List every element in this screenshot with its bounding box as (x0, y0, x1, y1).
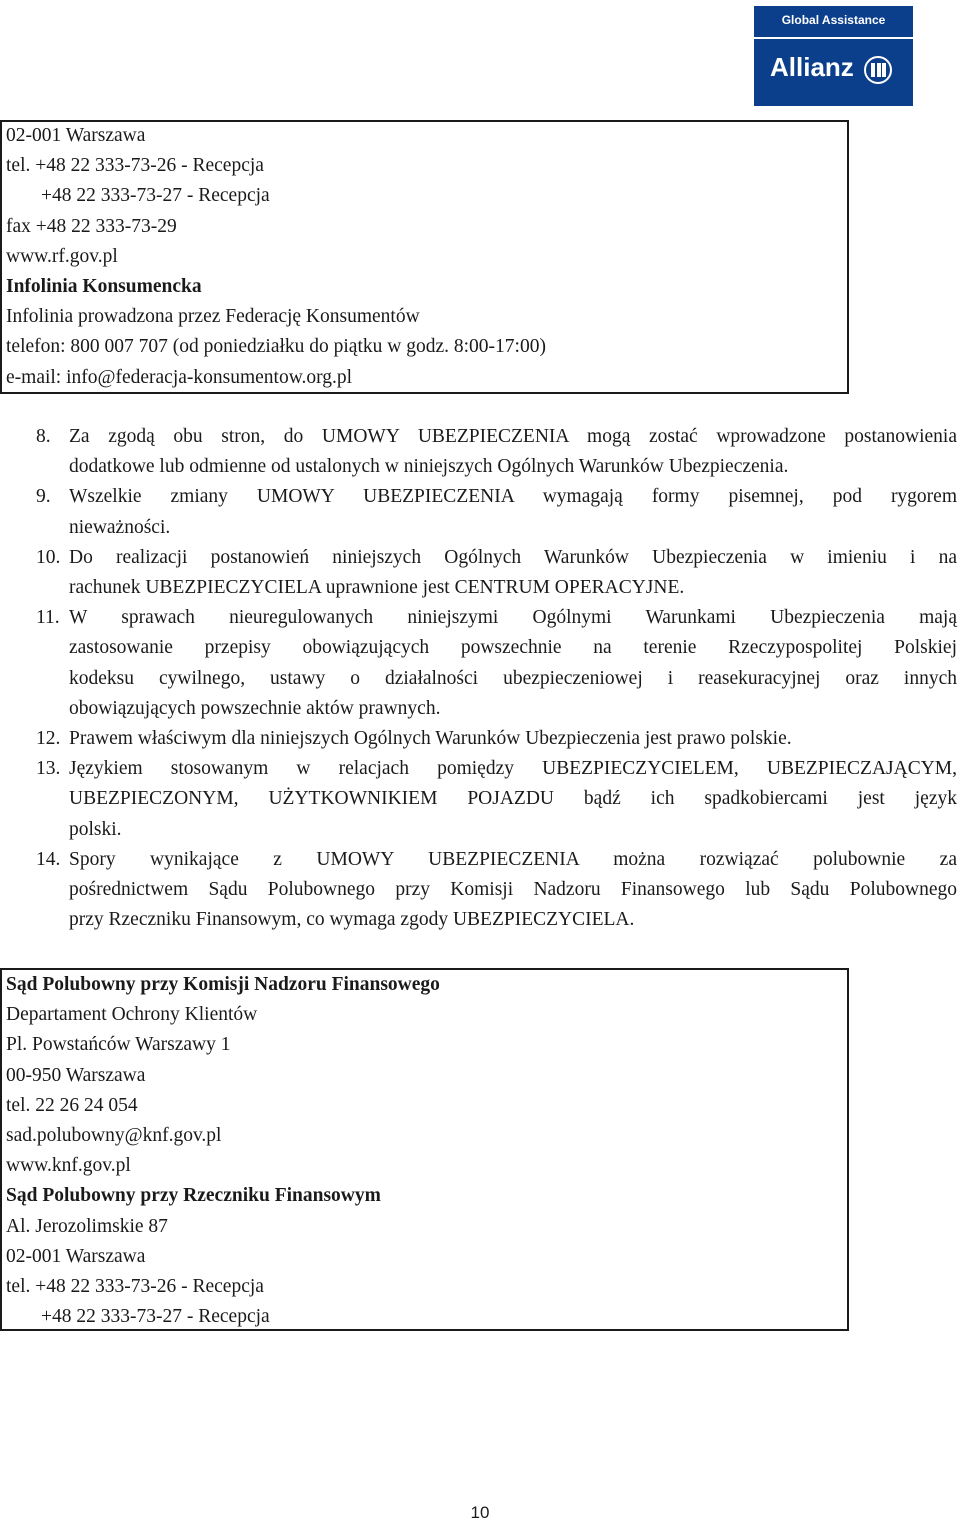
logo-brand: Allianz (770, 52, 854, 82)
provision-text-line: UBEZPIECZONYM, UŻYTKOWNIKIEM POJAZDU bądź ich spadkobiercami jest język (69, 788, 957, 810)
allianz-eagle-icon (864, 56, 892, 84)
contact-box-sad-polubowny (0, 968, 849, 1331)
box-line: tel. 22 26 24 054 (6, 1094, 138, 1116)
box-line: +48 22 333-73-27 - Recepcja (41, 1306, 270, 1328)
box-heading: Sąd Polubowny przy Rzeczniku Finansowym (6, 1185, 381, 1207)
provision-text-line: pośrednictwem Sądu Polubownego przy Komisji Nadzoru Finansowego lub Sądu Polubownego (69, 879, 957, 901)
box-line: telefon: 800 007 707 (od poniedziałku do piątku w godz. 8:00-17:00) (6, 336, 546, 358)
provision-number: 11. (36, 607, 60, 629)
provision-text (0, 724, 960, 754)
box-line: Infolinia prowadzona przez Federację Konsumentów (6, 306, 420, 328)
provision-text-line: Za zgodą obu stron, do UMOWY UBEZPIECZENIA mogą zostać wprowadzone postanowienia (69, 426, 957, 447)
box-line: www.knf.gov.pl (6, 1155, 131, 1177)
box-heading: Infolinia Konsumencka (6, 275, 202, 297)
provision-text-line: W sprawach nieuregulowanych niniejszymi Ogólnymi Warunkami Ubezpieczenia mają (69, 607, 957, 629)
provision-text-line: polski. (69, 818, 122, 840)
provision-number: 14. (36, 848, 61, 870)
provision-number: 9. (36, 486, 51, 508)
provision-item (0, 724, 960, 754)
provisions-list (0, 422, 960, 935)
provision-item (0, 754, 960, 845)
provision-text (0, 603, 960, 724)
provision-text-line: Spory wynikające z UMOWY UBEZPIECZENIA można rozwiązać polubownie za (69, 848, 957, 870)
provision-number: 8. (36, 426, 51, 447)
provision-text-line: zastosowanie przepisy obowiązujących powszechnie na terenie Rzeczypospolitej Polskiej (69, 637, 957, 659)
box-heading: Sąd Polubowny przy Komisji Nadzoru Finansowego (6, 974, 440, 995)
provision-text (0, 482, 960, 542)
provision-text-line: dodatkowe lub odmienne od ustalonych w niniejszych Ogólnych Warunków Ubezpieczenia. (69, 456, 789, 478)
provision-text-line: Prawem właściwym dla niniejszych Ogólnych Warunków Ubezpieczenia jest prawo polskie. (69, 728, 792, 750)
provision-text-line: rachunek UBEZPIECZYCIELA uprawnione jest CENTRUM OPERACYJNE. (69, 577, 685, 599)
page-number: 10 (470, 1503, 490, 1522)
box-line: www.rf.gov.pl (6, 245, 118, 267)
provision-text (0, 845, 960, 936)
contact-box-rzecznik (0, 120, 849, 394)
provision-text-line: Językiem stosowanym w relacjach pomiędzy UBEZPIECZYCIELEM, UBEZPIECZAJĄCYM, (69, 758, 957, 780)
box-line: 02-001 Warszawa (6, 125, 146, 146)
box-line: 02-001 Warszawa (6, 1245, 146, 1267)
provision-text-line: przy Rzeczniku Finansowym, co wymaga zgody UBEZPIECZYCIELA. (69, 909, 635, 931)
box-line: 00-950 Warszawa (6, 1064, 146, 1086)
provision-text (0, 754, 960, 845)
box-line: e-mail: info@federacja-konsumentow.org.pl (6, 366, 353, 388)
logo-tagline: Global Assistance (781, 13, 886, 27)
allianz-logo (754, 6, 913, 106)
box-line: tel. +48 22 333-73-26 - Recepcja (6, 1275, 264, 1297)
provision-item (0, 845, 960, 936)
provision-text-line: kodeksu cywilnego, ustawy o działalności ubezpieczeniowej i reasekuracyjnej oraz innych (69, 667, 957, 689)
provision-number: 13. (36, 758, 61, 780)
provision-number: 10. (36, 546, 61, 568)
provision-item (0, 422, 960, 482)
box-line: Departament Ochrony Klientów (6, 1004, 258, 1026)
box-line: Al. Jerozolimskie 87 (6, 1215, 168, 1237)
box-line: tel. +48 22 333-73-26 - Recepcja (6, 155, 264, 177)
provision-text-line: obowiązujących powszechnie aktów prawnych. (69, 697, 441, 719)
provision-text (0, 543, 960, 603)
provision-text (0, 422, 960, 482)
box-line: +48 22 333-73-27 - Recepcja (41, 185, 270, 207)
provision-text-line: Wszelkie zmiany UMOWY UBEZPIECZENIA wymagają formy pisemnej, pod rygorem (69, 486, 957, 508)
logo-separator (754, 37, 913, 39)
box-line: sad.polubowny@knf.gov.pl (6, 1124, 222, 1146)
box-line: Pl. Powstańców Warszawy 1 (6, 1034, 231, 1056)
provision-item (0, 603, 960, 724)
provision-text-line: nieważności. (69, 516, 171, 538)
provision-item (0, 482, 960, 542)
provision-item (0, 543, 960, 603)
provision-text-line: Do realizacji postanowień niniejszych Ogólnych Warunków Ubezpieczenia w imieniu i na (69, 546, 957, 568)
box-line: fax +48 22 333-73-29 (6, 215, 177, 237)
provision-number: 12. (36, 728, 61, 750)
